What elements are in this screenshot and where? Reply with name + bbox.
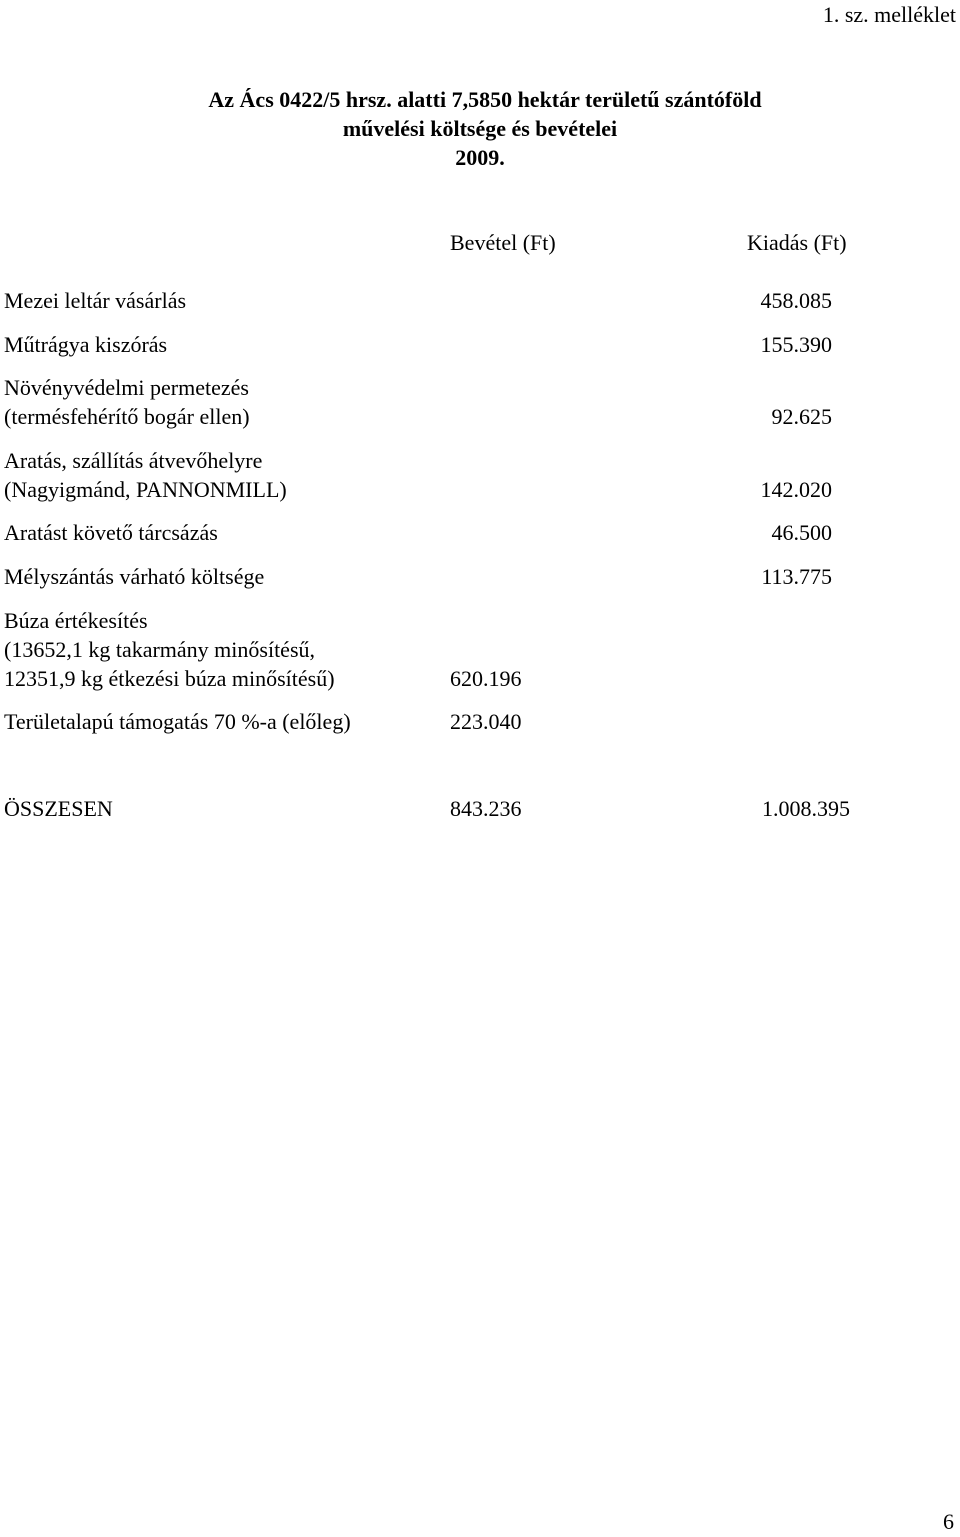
annex-label: 1. sz. melléklet bbox=[822, 2, 956, 27]
row-label-line: Mélyszántás várható költsége bbox=[4, 564, 265, 589]
row-income-value: 620.196 bbox=[450, 666, 522, 691]
table-row bbox=[4, 518, 944, 547]
row-income-value: 223.040 bbox=[450, 709, 522, 734]
title-line-1: Az Ács 0422/5 hrsz. alatti 7,5850 hektár területű szántóföld bbox=[208, 87, 762, 112]
row-expense-value: 142.020 bbox=[760, 477, 832, 502]
row-label-line: Búza értékesítés bbox=[4, 608, 148, 633]
row-label bbox=[4, 373, 250, 431]
row-label bbox=[4, 562, 264, 591]
row-expense-value: 458.085 bbox=[760, 288, 832, 313]
table-row bbox=[4, 707, 944, 736]
page-number: 6 bbox=[943, 1509, 954, 1534]
total-income-value: 843.236 bbox=[450, 796, 522, 821]
table-row bbox=[4, 373, 944, 431]
table-row bbox=[4, 446, 944, 504]
row-expense-value: 113.775 bbox=[761, 564, 832, 589]
title-line-3: 2009. bbox=[455, 145, 505, 170]
row-label-line: Területalapú támogatás 70 %-a (előleg) bbox=[4, 709, 351, 734]
row-expense-value: 155.390 bbox=[760, 332, 832, 357]
row-label bbox=[4, 707, 351, 736]
expense-column-header: Kiadás (Ft) bbox=[747, 230, 847, 255]
table-row bbox=[4, 606, 944, 693]
row-label-line: (13652,1 kg takarmány minősítésű, bbox=[4, 637, 316, 662]
row-label bbox=[4, 446, 287, 504]
row-label-line: Mezei leltár vásárlás bbox=[4, 288, 187, 313]
row-label-line: 12351,9 kg étkezési búza minősítésű) bbox=[4, 666, 335, 691]
row-label bbox=[4, 606, 335, 693]
row-label-line: (termésfehérítő bogár ellen) bbox=[4, 404, 250, 429]
row-label-line: Aratást követő tárcsázás bbox=[4, 520, 218, 545]
row-label bbox=[4, 330, 167, 359]
total-expense-value: 1.008.395 bbox=[762, 796, 850, 821]
row-label-line: Műtrágya kiszórás bbox=[4, 332, 168, 357]
row-label-line: (Nagyigmánd, PANNONMILL) bbox=[4, 477, 287, 502]
row-label bbox=[4, 518, 218, 547]
total-label: ÖSSZESEN bbox=[4, 796, 113, 821]
income-column-header: Bevétel (Ft) bbox=[450, 230, 556, 255]
document-title bbox=[0, 85, 960, 172]
total-row bbox=[4, 794, 944, 823]
row-expense-value: 46.500 bbox=[771, 520, 832, 545]
table-row bbox=[4, 562, 944, 591]
table-row bbox=[4, 330, 944, 359]
title-line-2: művelési költsége és bevételei bbox=[342, 116, 618, 141]
row-label bbox=[4, 286, 186, 315]
row-label-line: Aratás, szállítás átvevőhelyre bbox=[4, 448, 263, 473]
row-label-line: Növényvédelmi permetezés bbox=[4, 375, 249, 400]
row-expense-value: 92.625 bbox=[771, 404, 832, 429]
table-row bbox=[4, 286, 944, 315]
